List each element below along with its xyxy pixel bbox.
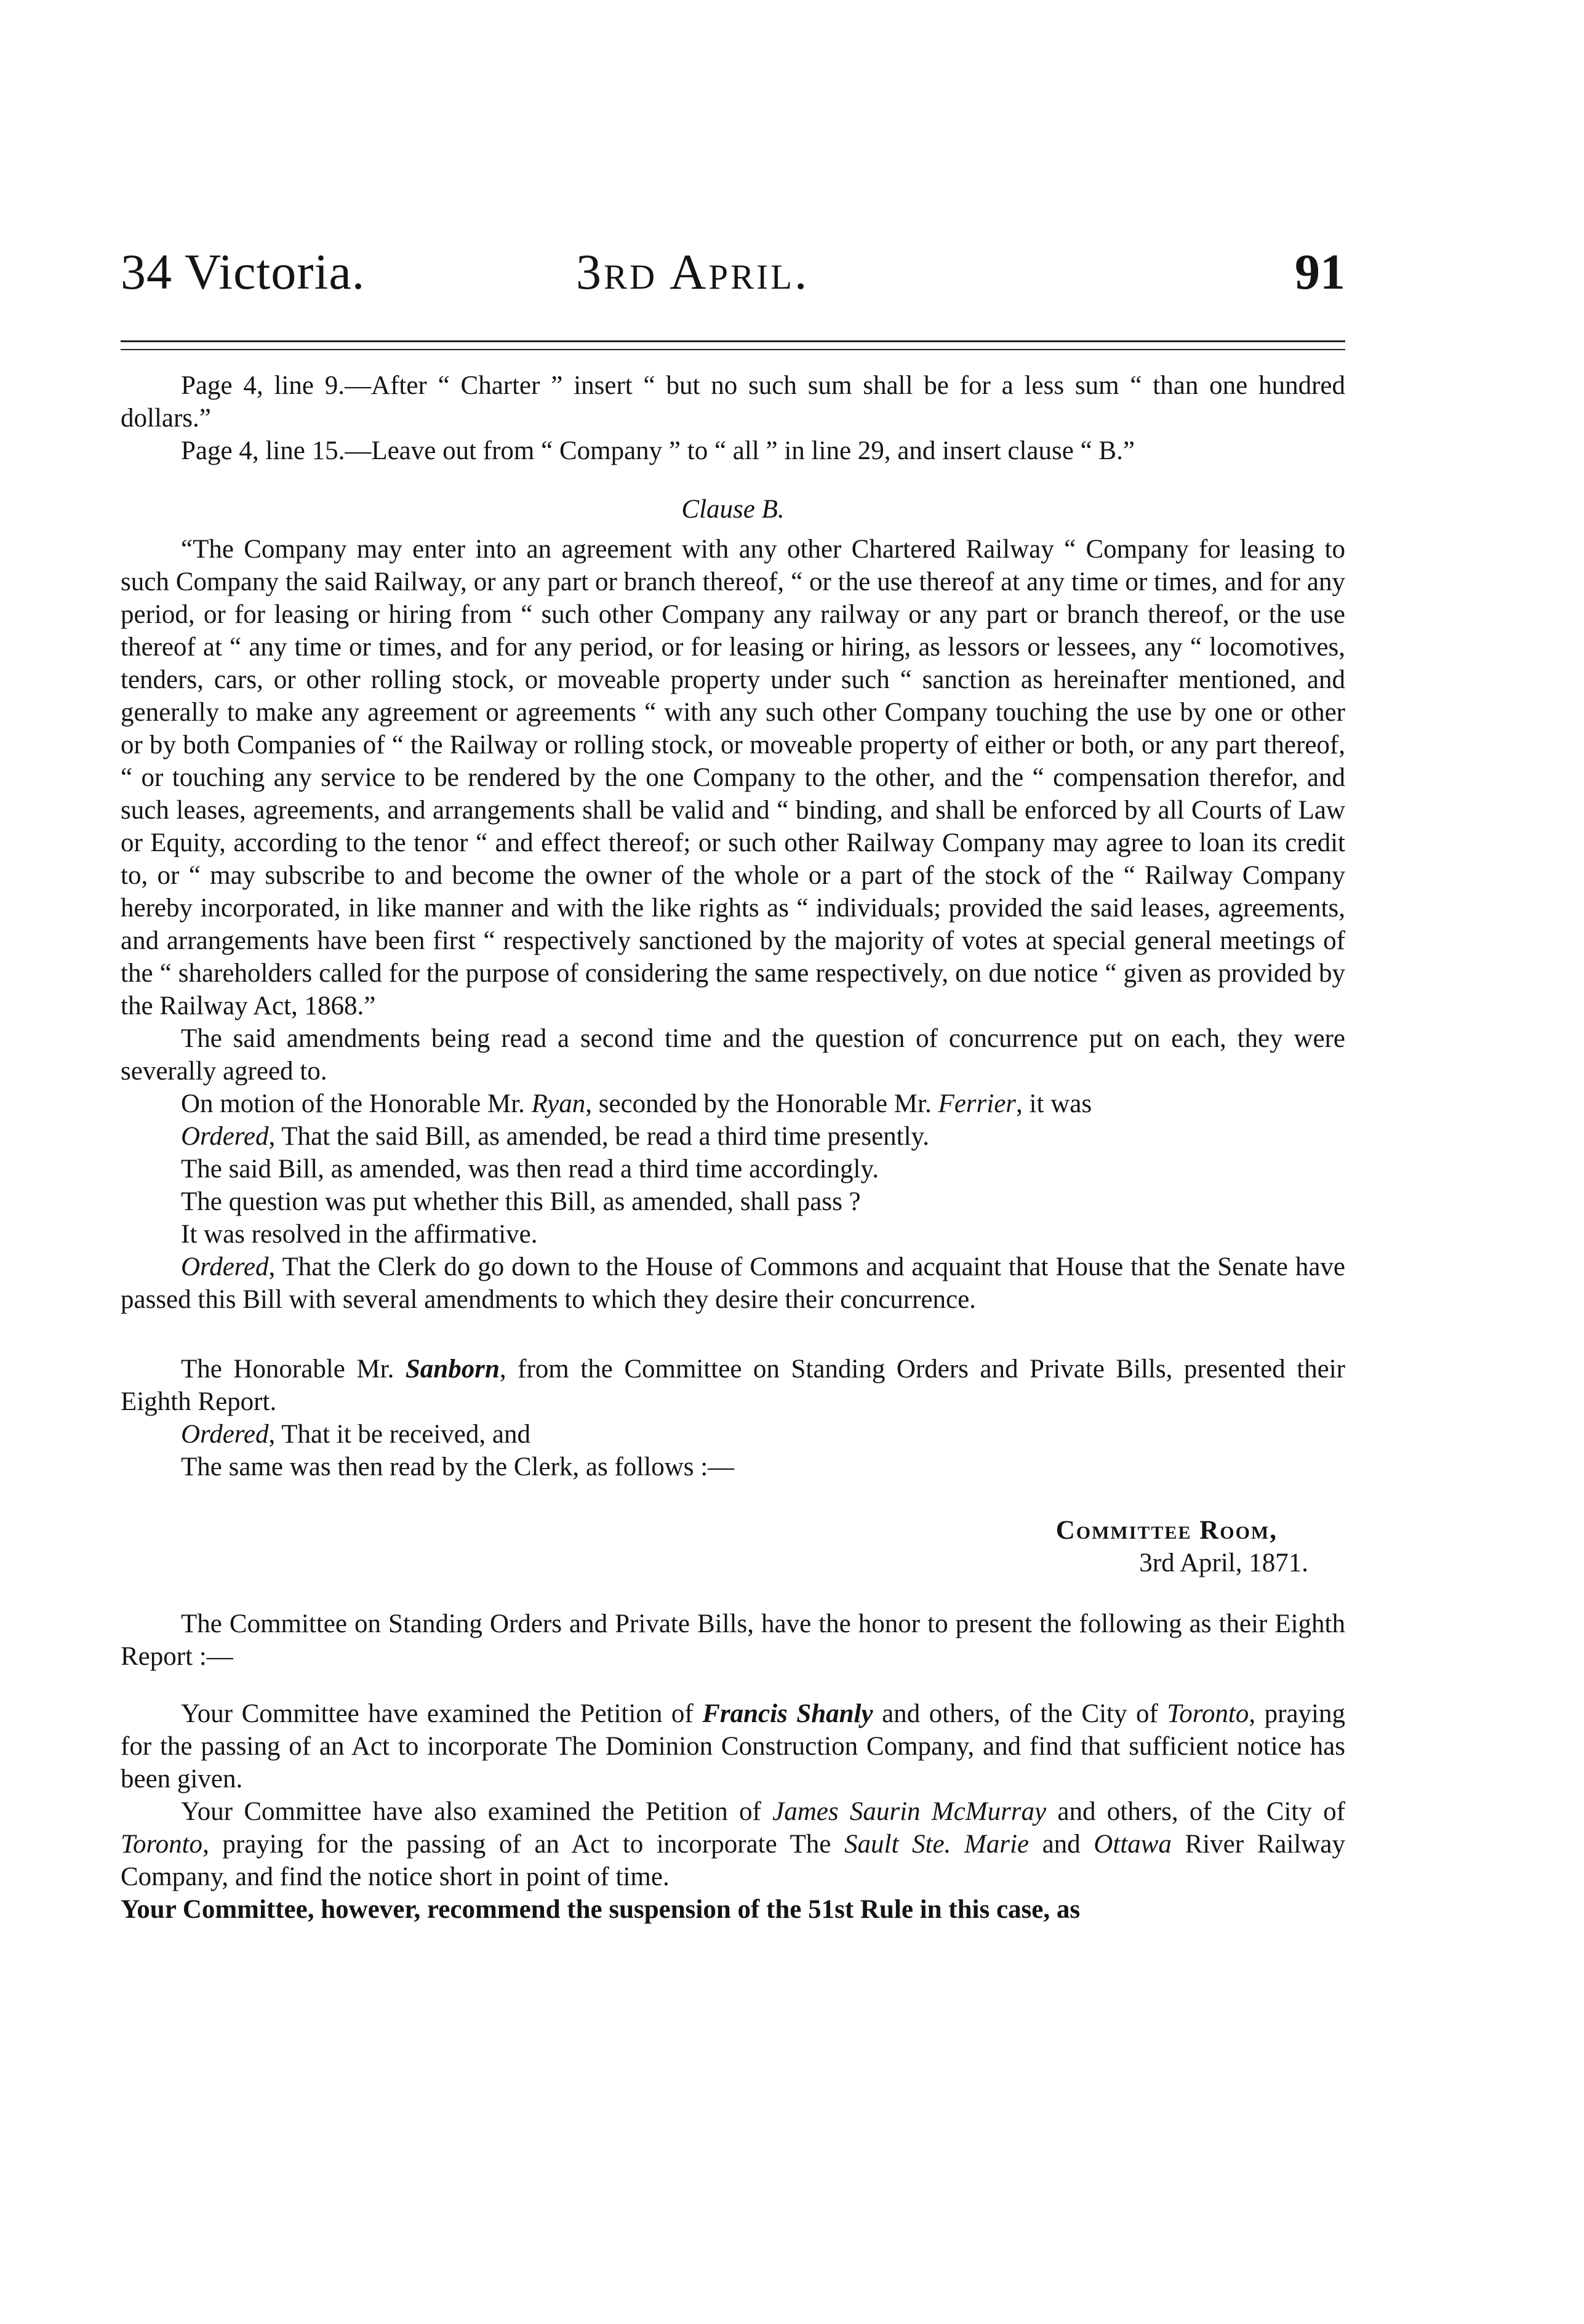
p2-e: River Railway Company, and find the notice short in point of time. (121, 1830, 1345, 1891)
report-intro-post: , from the Committee on Standing Orders and Private Bills, presented their Eighth Report. (121, 1355, 1345, 1416)
clause-heading: Clause B. (681, 495, 785, 524)
running-header (121, 243, 1345, 305)
concurrence-text: The said amendments being read a second time and the question of concurrence put on each, they were severally agreed to. (121, 1024, 1345, 1086)
report-ordered (121, 1418, 1345, 1451)
header-date-text: 3rd April. (576, 244, 810, 300)
p2-sault: Sault Ste. Marie (844, 1830, 1029, 1859)
p2-b: and others, of the City of (1046, 1797, 1345, 1826)
section-gap (121, 1579, 1345, 1608)
p1-b: and others, of the City of (873, 1699, 1167, 1728)
ordered-clerk (121, 1251, 1345, 1316)
motion-pre: On motion of the Honorable Mr. (181, 1089, 532, 1118)
header-date (576, 243, 809, 301)
document-page (121, 0, 1345, 2324)
page-number: 91 (1295, 244, 1345, 300)
amendment-1: Page 4, line 9.—After “ Charter ” insert “ but no such sum shall be for a less sum “ than one hundred dollars.” (121, 371, 1345, 433)
report-intro-pre: The Honorable Mr. (181, 1355, 406, 1384)
report-date-line (121, 1547, 1345, 1579)
committee-room: Committee Room, (1055, 1516, 1278, 1545)
report-ordered-label: Ordered (181, 1420, 269, 1449)
report-paragraph-2-cont: Your Committee, however, recommend the suspension of the 51st Rule in this case, as (121, 1895, 1081, 1924)
motion-seconder: Ferrier (938, 1089, 1017, 1118)
ordered-label: Ordered (181, 1122, 269, 1151)
ordered-clerk-label: Ordered (181, 1252, 269, 1281)
report-read: The same was then read by the Clerk, as follows :— (181, 1452, 735, 1481)
report-member: Sanborn (405, 1355, 500, 1384)
p1-city: Toronto (1167, 1699, 1249, 1728)
p2-c: , praying for the passing of an Act to incorporate The (202, 1830, 844, 1859)
header-session: 34 Victoria. (121, 244, 366, 300)
header-rule (121, 340, 1345, 342)
report-opening: The Committee on Standing Orders and Private Bills, have the honor to present the following as their Eighth Report :— (121, 1609, 1345, 1671)
motion-mover: Ryan (531, 1089, 586, 1118)
section-gap (121, 1316, 1345, 1353)
amendment-2: Page 4, line 15.—Leave out from “ Company ” to “ all ” in line 29, and insert clause “ B.” (181, 436, 1135, 465)
p1-name: Francis Shanly (702, 1699, 873, 1728)
header-rule-secondary (121, 349, 1345, 350)
ordered-third-text: , That the said Bill, as amended, be read a third time presently. (268, 1122, 930, 1151)
section-gap (121, 1673, 1345, 1697)
resolved-text: It was resolved in the affirmative. (181, 1220, 538, 1249)
report-paragraph-1 (121, 1697, 1345, 1795)
motion-post: , it was (1016, 1089, 1092, 1118)
section-gap (121, 1483, 1345, 1514)
third-read-text: The said Bill, as amended, was then read a third time accordingly. (181, 1155, 879, 1184)
report-intro (121, 1353, 1345, 1418)
p2-city: Toronto (121, 1830, 203, 1859)
report-date: 3rd April, 1871. (1139, 1549, 1308, 1577)
report-paragraph-2 (121, 1795, 1345, 1893)
p2-name: James Saurin McMurray (772, 1797, 1047, 1826)
question-text: The question was put whether this Bill, as amended, shall pass ? (181, 1187, 861, 1216)
motion-text (121, 1088, 1345, 1120)
p1-a: Your Committee have examined the Petition of (181, 1699, 703, 1728)
clause-text: “The Company may enter into an agreement with any other Chartered Railway “ Company for leasing to such Company the said Railway, or any part or branch thereof, “ or the use thereof at any time or times, and for any period, or for leasing or hiring from “ such other Company any railway or any part or branch thereof, or the use thereof at “ any time or times, and for any period, or for leasing or hiring, as lessors or lessees, any “ locomotives, tenders, cars, or other rolling stock, or moveable property under such “ sanction as hereinafter mentioned, and generally to make any agreement or agreements “ with any such other Company touching the use by one or other or by both Companies of “ the Railway or rolling stock, or moveable property of either or both, or any part thereof, “ or touching any service to be rendered by the one Company to the other, and the “ compensation therefor, and such leases, agreements, and arrangements shall be valid and “ binding, and shall be enforced by all Courts of Law or Equity, according to the tenor “ and effect thereof; or such other Railway Company may agree to loan its credit to, or “ may subscribe to and become the owner of the whole or a part of the stock of the “ Railway Company hereby incorporated, in like manner and with the like rights as “ individuals; provided the said leases, agreements, and arrangements have been first “ respectively sanctioned by the majority of votes at special general meetings of the “ shareholders called for the purpose of considering the same respectively, on due notice “ given as provided by the Railway Act, 1868.” (121, 535, 1345, 1020)
p1-c: , praying for the passing of an Act to incorporate The Dominion Construction Company, and find that sufficient notice has been given. (121, 1699, 1345, 1793)
motion-mid: , seconded by the Honorable Mr. (585, 1089, 938, 1118)
p2-d: and (1028, 1830, 1094, 1859)
p2-ottawa: Ottawa (1094, 1830, 1172, 1859)
ordered-clerk-text: , That the Clerk do go down to the House of Commons and acquaint that House that the Senate have passed this Bill with several amendments to which they desire their concurrence. (121, 1252, 1345, 1314)
page-body (121, 369, 1345, 1926)
p2-a: Your Committee have also examined the Petition of (181, 1797, 773, 1826)
ordered-third-reading (121, 1120, 1345, 1153)
committee-room-heading (121, 1514, 1345, 1547)
report-ordered-text: , That it be received, and (268, 1420, 530, 1449)
